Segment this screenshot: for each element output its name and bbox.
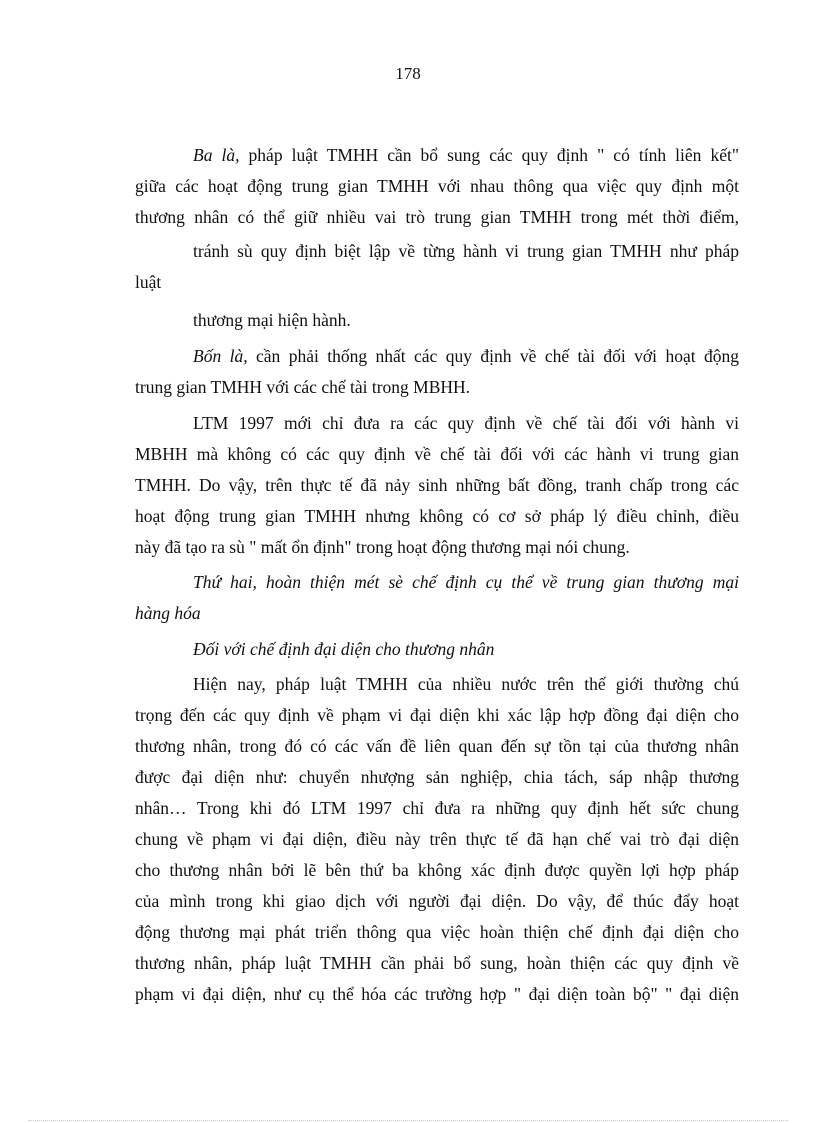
text-line: động thương mại phát triển thông qua việc hoàn thiện chế định đại diện cho [135, 922, 739, 942]
section-heading: hàng hóa [135, 603, 201, 623]
text-line: được đại diện như: chuyển nhượng sản nghiệp, chia tách, sáp nhập thương [135, 767, 739, 787]
line-text: pháp luật TMHH cần bổ sung các quy định " có tính liên kết" [239, 145, 739, 165]
text-line: thương nhân, trong đó có các vấn đề liên quan đến sự tồn tại của thương nhân [135, 736, 739, 756]
section-heading: Thứ hai, hoàn thiện mét sè chế định cụ thể về trung gian thương mại [193, 572, 739, 592]
text-line [193, 144, 739, 166]
italic-lead: Ba là, [193, 145, 240, 165]
text-line: phạm vi đại diện, như cụ thể hóa các trường hợp " đại diện toàn bộ" " đại diện [135, 984, 739, 1004]
text-line: của mình trong khi giao dịch với người đại diện. Do vậy, để thúc đẩy hoạt [135, 891, 739, 911]
text-line: giữa các hoạt động trung gian TMHH với nhau thông qua việc quy định một [135, 176, 739, 196]
subsection-heading: Đối với chế định đại diện cho thương nhân [193, 639, 495, 659]
text-line: trung gian TMHH với các chế tài trong MBHH. [135, 377, 471, 397]
italic-lead: Bốn là, [193, 346, 248, 366]
text-line: luật [135, 272, 162, 292]
text-line: TMHH. Do vậy, trên thực tế đã nảy sinh những bất đồng, tranh chấp trong các [135, 475, 739, 495]
text-line: nhân… Trong khi đó LTM 1997 chỉ đưa ra những quy định hết sức chung [135, 798, 739, 818]
page-number: 178 [395, 64, 421, 83]
text-line: chung về phạm vi đại diện, điều này trên thực tế đã hạn chế vai trò đại diện [135, 829, 739, 849]
text-line [193, 345, 739, 367]
text-line: hoạt động trung gian TMHH nhưng không có cơ sở pháp lý điều chỉnh, điều [135, 506, 739, 526]
text-line: cho thương nhân bởi lẽ bên thứ ba không xác định được quyền lợi hợp pháp [135, 860, 739, 880]
line-text: cần phải thống nhất các quy định về chế tài đối với hoạt động [247, 346, 739, 366]
text-line: trọng đến các quy định về phạm vi đại diện khi xác lập hợp đồng đại diện cho [135, 705, 739, 725]
text-line: tránh sù quy định biệt lập về từng hành vi trung gian TMHH như pháp [193, 241, 739, 261]
page-bottom-divider [28, 1120, 788, 1121]
text-line: này đã tạo ra sù " mất ổn định" trong hoạt động thương mại nói chung. [135, 537, 630, 557]
text-line: LTM 1997 mới chỉ đưa ra các quy định về chế tài đối với hành vi [193, 413, 739, 433]
text-line: Hiện nay, pháp luật TMHH của nhiều nước trên thế giới thường chú [193, 674, 739, 694]
text-line: thương nhân có thể giữ nhiều vai trò trung gian TMHH trong mét thời điểm, [135, 207, 739, 227]
text-line: MBHH mà không có các quy định về chế tài đối với các hành vi trung gian [135, 444, 739, 464]
text-line: thương mại hiện hành. [193, 310, 351, 330]
text-line: thương nhân, pháp luật TMHH cần phải bổ sung, hoàn thiện các quy định về [135, 953, 739, 973]
